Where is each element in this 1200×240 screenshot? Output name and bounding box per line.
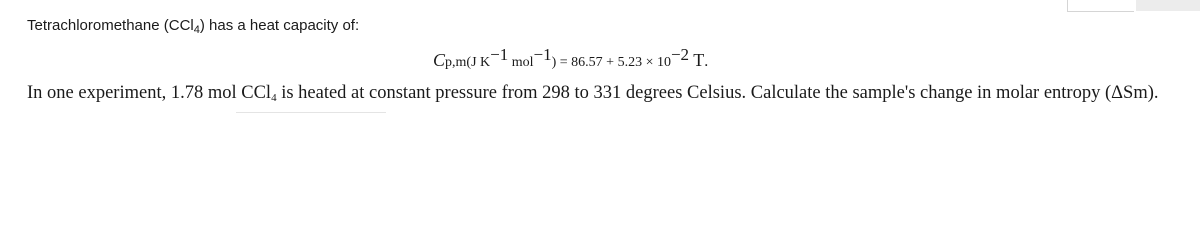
heat-capacity-equation — [433, 45, 709, 74]
equation-power: −2 — [670, 45, 690, 64]
top-field-box — [1067, 0, 1134, 12]
equation-variable: T — [689, 50, 705, 70]
intro-text — [27, 16, 359, 40]
top-border — [0, 0, 1200, 12]
question-text-after: is heated at constant pressure from 298 to 331 degrees Celsius. Calculate the sample's change in molar entropy (ΔSm). — [276, 83, 1159, 103]
bottom-divider — [236, 112, 386, 113]
equation-unit-mid: mol — [508, 55, 534, 70]
equation-symbol-subscript: p,m — [445, 55, 467, 70]
question-text — [27, 81, 1159, 110]
question-subscript: 4 — [271, 92, 277, 104]
equation-period: . — [704, 53, 709, 70]
question-text-before: In one experiment, 1.78 mol CCl — [27, 83, 272, 103]
intro-subscript: 4 — [193, 24, 200, 36]
intro-text-before: Tetrachloromethane (CCl — [27, 17, 194, 34]
intro-text-after: ) has a heat capacity of: — [199, 17, 360, 34]
equation-unit-open: (J K — [466, 55, 491, 70]
equation-rhs: = 86.57 + 5.23 × 10 — [556, 55, 671, 70]
equation-unit-exponent-2: −1 — [533, 45, 552, 64]
equation-unit-close: ) — [551, 55, 557, 70]
equation-symbol: Cp,m — [433, 50, 467, 70]
equation-unit-exponent-1: −1 — [490, 45, 509, 64]
top-field-shade — [1136, 0, 1200, 11]
